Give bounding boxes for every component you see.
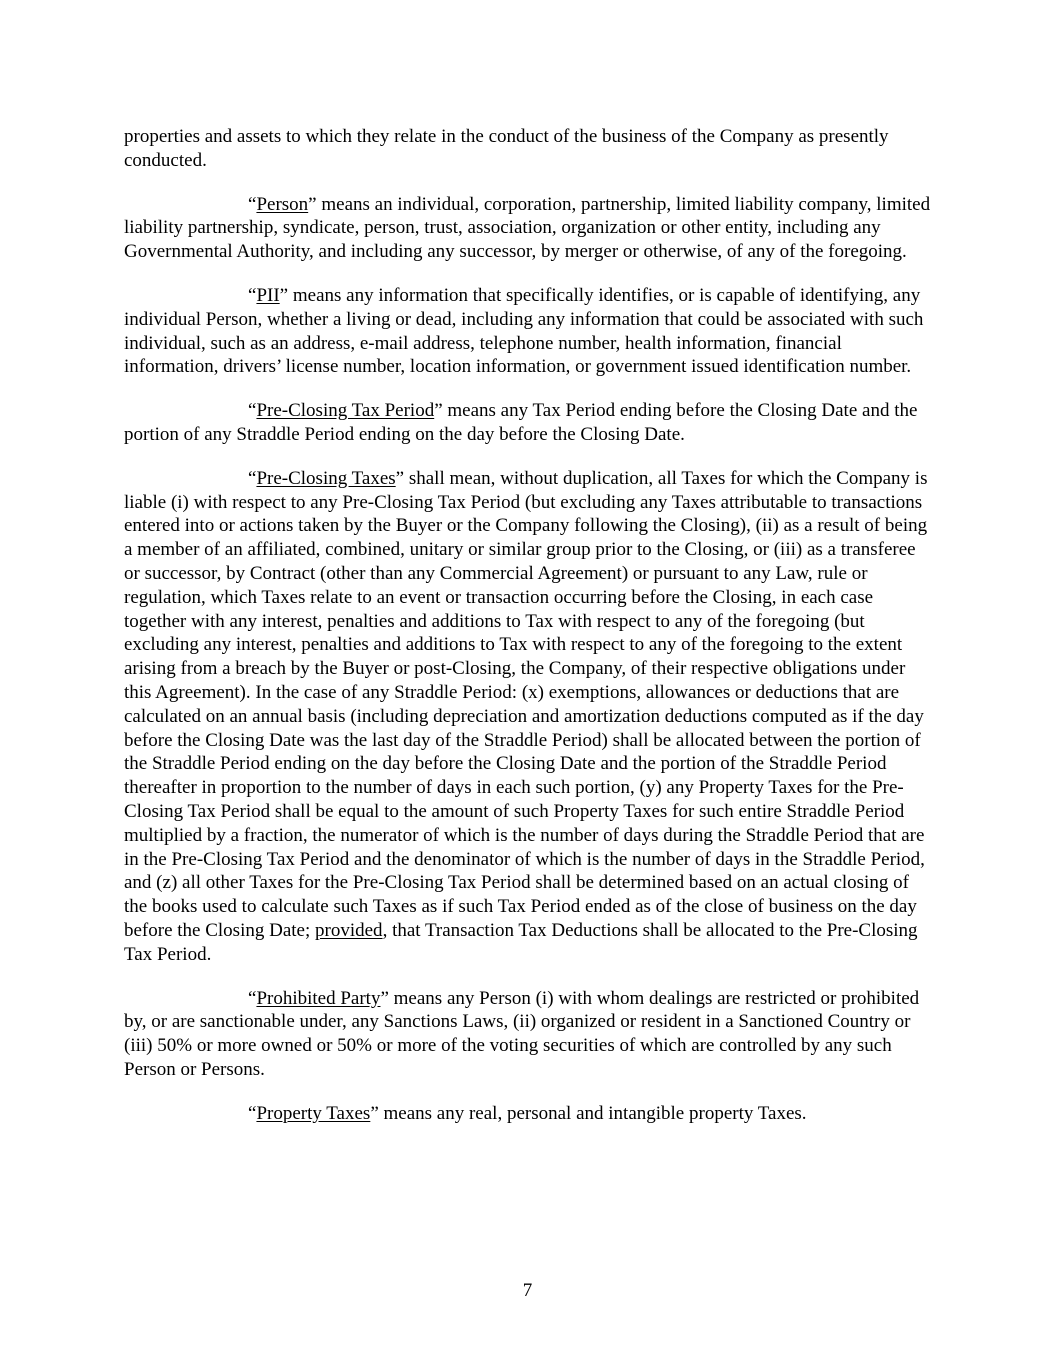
definition-person — [124, 193, 932, 264]
definition-property-taxes — [124, 1102, 932, 1126]
definition-text: ” means any information that specifically identifies, or is capable of identifying, any individual Person, whether a living or dead, including any information that could be associated with such individual, such as an address, e-mail address, telephone number, health information, financial information, drivers’ license number, location information, or government issued identification number. — [124, 284, 924, 378]
definition-text: ” shall mean, without duplication, all Taxes for which the Company is liable (i) with respect to any Pre-Closing Tax Period (but excluding any Taxes attributable to transactions entered into or actions taken by the Buyer or the Company following the Closing), (ii) as a result of being a member of an affiliated, combined, unitary or similar group prior to the Closing, or (iii) as a transferee or successor, by Contract (other than any Commercial Agreement) or pursuant to any Law, rule or regulation, which Taxes relate to an event or transaction occurring before the Closing, in each case together with any interest, penalties and additions to Tax with respect to any of the foregoing (but excluding any interest, penalties and additions to Tax with respect to any of the foregoing to the extent arising from a breach by the Buyer or post-Closing, the Company, of their respective obligations under this Agreement). In the case of any Straddle Period: (x) exemptions, allowances or deductions that are calculated on an annual basis (including depreciation and amortization deductions computed as if the day before the Closing Date was the last day of the Straddle Period) shall be allocated between the portion of the Straddle Period ending on the day before the Closing Date and the portion of the Straddle Period thereafter in proportion to the number of days in each such portion, (y) any Property Taxes for the Pre-Closing Tax Period shall be equal to the amount of such Property Taxes for such entire Straddle Period multiplied by a fraction, the numerator of which is the number of days during the Straddle Period that are in the Pre-Closing Tax Period and the denominator of which is the number of days in the Straddle Period, and (z) all other Taxes for the Pre-Closing Tax Period shall be determined based on an actual closing of the books used to calculate such Taxes as if such Tax Period ended as of the close of business on the day before the Closing Date; — [124, 467, 928, 941]
open-quote: “ — [248, 1102, 257, 1124]
definition-text: ” means any Tax Period ending before the Closing Date and the portion of any Straddle Period ending on the day before the Closing Date. — [124, 400, 918, 445]
definition-text: ” means an individual, corporation, partnership, limited liability company, limited liability partnership, syndicate, person, trust, association, organization or other entity, including any Governmental Authority, and including any successor, by merger or otherwise, of any of the foregoing. — [124, 193, 931, 263]
definition-text: ” means any Person (i) with whom dealings are restricted or prohibited by, or are sanctionable under, any Sanctions Laws, (ii) organized or resident in a Sanctioned Country or (iii) 50% or more owned or 50% or more of the voting securities of which are controlled by any such Person or Persons. — [124, 987, 920, 1080]
open-quote: “ — [248, 467, 257, 489]
open-quote: “ — [248, 284, 257, 306]
open-quote: “ — [248, 987, 257, 1009]
defined-term: PII — [256, 284, 280, 306]
definition-text-after: , that Transaction Tax Deductions shall be allocated to the Pre-Closing Tax Period. — [124, 919, 918, 965]
definition-prohibited-party — [124, 987, 932, 1082]
defined-term: Prohibited Party — [256, 987, 381, 1009]
definition-text: ” means any real, personal and intangible property Taxes. — [370, 1102, 807, 1124]
definition-pre-closing-taxes — [124, 467, 932, 967]
defined-term: Pre-Closing Tax Period — [256, 400, 435, 422]
defined-term: Pre-Closing Taxes — [256, 467, 396, 489]
defined-term: Person — [256, 193, 309, 215]
paragraph-text: properties and assets to which they relate in the conduct of the business of the Company as presently conducted. — [124, 126, 889, 171]
continuation-paragraph — [124, 125, 932, 173]
defined-term: Property Taxes — [256, 1102, 371, 1124]
definition-pre-closing-tax-period — [124, 399, 932, 447]
proviso-term: provided — [315, 919, 383, 941]
open-quote: “ — [248, 193, 257, 215]
document-page — [124, 125, 932, 1145]
open-quote: “ — [248, 400, 257, 422]
definition-pii — [124, 284, 932, 379]
page-number: 7 — [522, 1280, 533, 1301]
